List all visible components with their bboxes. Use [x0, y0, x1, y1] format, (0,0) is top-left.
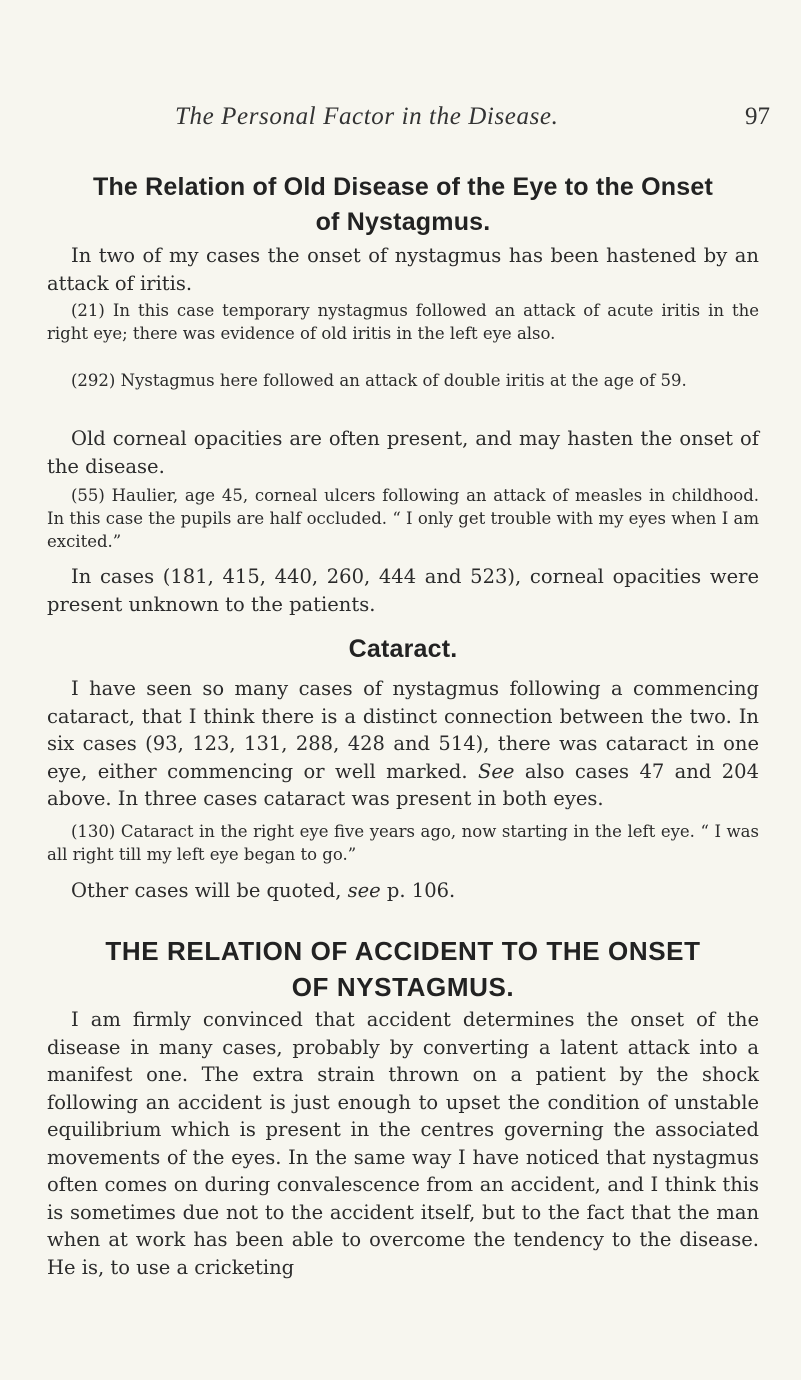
- cataract-text: I have seen so many cases of nystagmus following a commencing cataract, that I think there is a distinct connection between the two. In six cases (93, 123, 131, 288, 428 and 514), there was cataract in one eye, either commencing or well marked.: [47, 677, 759, 783]
- section-heading-old-disease: The Relation of Old Disease of the Eye to the Onset of Nystagmus.: [92, 173, 714, 236]
- other-cases-ref: p. 106.: [386, 879, 456, 902]
- case-130: (130) Cataract in the right eye five years ago, now starting in the left eye. “ I was all right till my left eye began to go.”: [47, 822, 759, 864]
- cataract-text-end: also cases 47 and 204 above. In three cases cataract was present in both eyes.: [47, 759, 759, 810]
- paragraph-corneal-cases: In cases (181, 415, 440, 260, 444 and 523), corneal opacities were present unknown to the patients.: [47, 565, 759, 616]
- case-21: (21) In this case temporary nystagmus followed an attack of acute iritis in the right eye; there was evidence of old iritis in the left eye also.: [47, 301, 759, 343]
- paragraph-iritis: In two of my cases the onset of nystagmus has been hastened by an attack of iritis.: [47, 244, 759, 295]
- paragraph-cataract: [47, 675, 759, 813]
- paragraph-accident: I am firmly convinced that accident determines the onset of the disease in many cases, probably by converting a latent attack into a manifest one. The extra strain thrown on a patient by the shock following an accident is just enough to upset the condition of unstable equilibrium which is present in the centres governing the associated movements of the eyes. In the same way I have noticed that nystagmus often comes on during convalescence from an accident, and I think this is sometimes due not to the accident itself, but to the fact that the man when at work has been able to overcome the tendency to the disease. He is, to use a cricketing: [47, 1008, 759, 1279]
- see-italic-2: see: [347, 879, 381, 902]
- paragraph-other-cases: [47, 877, 759, 905]
- running-title: The Personal Factor in the Disease.: [175, 103, 559, 130]
- section-heading-accident: THE RELATION OF ACCIDENT TO THE ONSET OF NYSTAGMUS.: [105, 936, 701, 1002]
- case-55: (55) Haulier, age 45, corneal ulcers following an attack of measles in childhood. In this case the pupils are half occluded. “ I only get trouble with my eyes when I am excited.”: [47, 486, 759, 551]
- page-number: 97: [745, 103, 770, 130]
- running-head: [0, 103, 801, 133]
- case-292: (292) Nystagmus here followed an attack of double iritis at the age of 59.: [71, 371, 687, 390]
- section-heading-cataract: Cataract.: [348, 635, 458, 663]
- see-italic: See: [478, 759, 515, 783]
- other-cases-text: Other cases will be quoted,: [71, 879, 342, 902]
- paragraph-corneal-opacities: Old corneal opacities are often present, and may hasten the onset of the disease.: [47, 427, 759, 478]
